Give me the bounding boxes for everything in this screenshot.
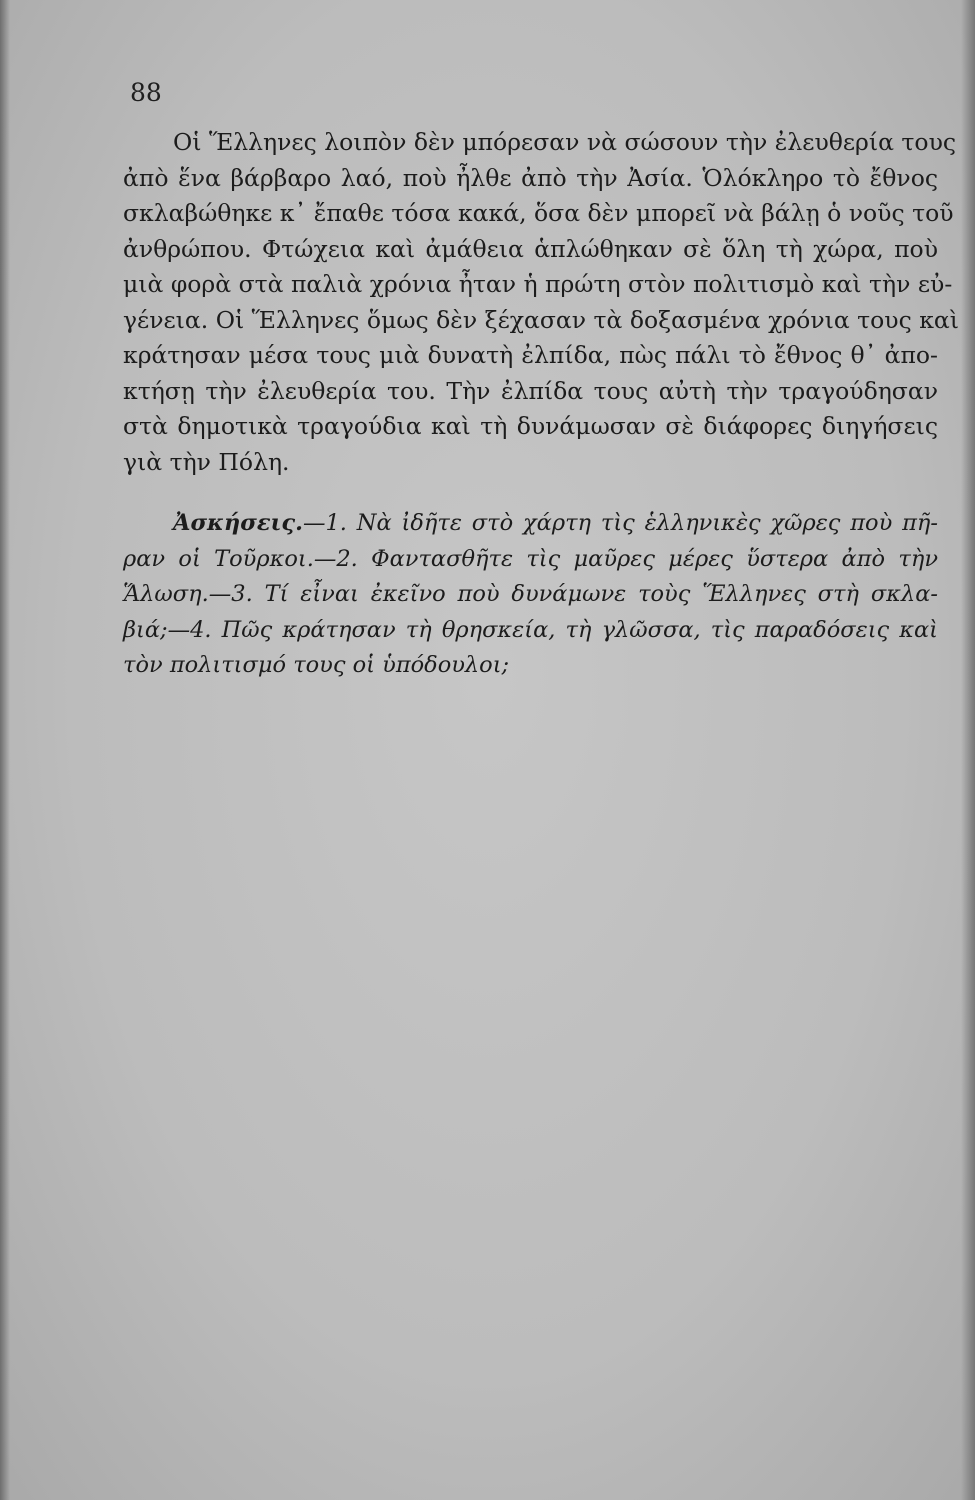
paragraph-line: σκλαβώθηκε κ᾽ ἔπαθε τόσα κακά, ὅσα δὲν μπορεῖ νὰ βάλῃ ὁ νοῦς τοῦ [123, 199, 954, 227]
page-left-edge-shadow [0, 0, 10, 1500]
exercises-heading: Ἀσκήσεις. [173, 510, 303, 536]
exercises-block [123, 506, 938, 684]
exercise-line: τὸν πολιτισμό τους οἱ ὑπόδουλοι; [123, 652, 510, 678]
paragraph-line: γένεια. Οἱ Ἕλληνες ὅμως δὲν ξέχασαν τὰ δοξασμένα χρόνια τους καὶ [123, 305, 959, 334]
paragraph-line: ἀνθρώπου. Φτώχεια καὶ ἀμάθεια ἁπλώθηκαν σὲ ὅλη τὴ χώρα, ποὺ [123, 234, 938, 263]
exercises-first-line [123, 506, 938, 542]
paragraph-line: μιὰ φορὰ στὰ παλιὰ χρόνια ἦταν ἡ πρώτη στὸν πολιτισμὸ καὶ τὴν εὐ- [123, 270, 953, 298]
paragraph-line: ἀπὸ ἕνα βάρβαρο λαό, ποὺ ἦλθε ἀπὸ τὴν Ἀσία. Ὁλόκληρο τὸ ἔθνος [123, 163, 938, 192]
paragraph-line: Οἱ Ἕλληνες λοιπὸν δὲν μπόρεσαν νὰ σώσουν τὴν ἐλευθερία τους [173, 128, 957, 156]
exercise-text: —1. Νὰ ἰδῆτε στὸ χάρτη τὶς ἑλληνικὲς χῶρες ποὺ πῆ- [302, 510, 938, 536]
paragraph-line: στὰ δημοτικὰ τραγούδια καὶ τὴ δυνάμωσαν σὲ διάφορες διηγήσεις [123, 412, 938, 440]
exercise-line: Ἅλωση.—3. Τί εἶναι ἐκεῖνο ποὺ δυνάμωνε τοὺς Ἕλληνες στὴ σκλα- [123, 581, 938, 607]
paragraph-line: κράτησαν μέσα τους μιὰ δυνατὴ ἐλπίδα, πὼς πάλι τὸ ἔθνος θ᾽ ἀπο- [123, 341, 938, 369]
paragraph-line: κτήσῃ τὴν ἐλευθερία του. Τὴν ἐλπίδα τους αὐτὴ τὴν τραγούδησαν [123, 376, 938, 405]
exercise-line: βιά;—4. Πῶς κράτησαν τὴ θρησκεία, τὴ γλῶσσα, τὶς παραδόσεις καὶ [123, 616, 938, 643]
paragraph-line: γιὰ τὴν Πόλη. [123, 447, 290, 476]
main-paragraph [123, 125, 959, 480]
exercise-line: ραν οἱ Τοῦρκοι.—2. Φαντασθῆτε τὶς μαῦρες μέρες ὕστερα ἀπὸ τὴν [123, 545, 938, 572]
page-right-edge-shadow [961, 0, 975, 1500]
page-number: 88 [130, 78, 162, 107]
